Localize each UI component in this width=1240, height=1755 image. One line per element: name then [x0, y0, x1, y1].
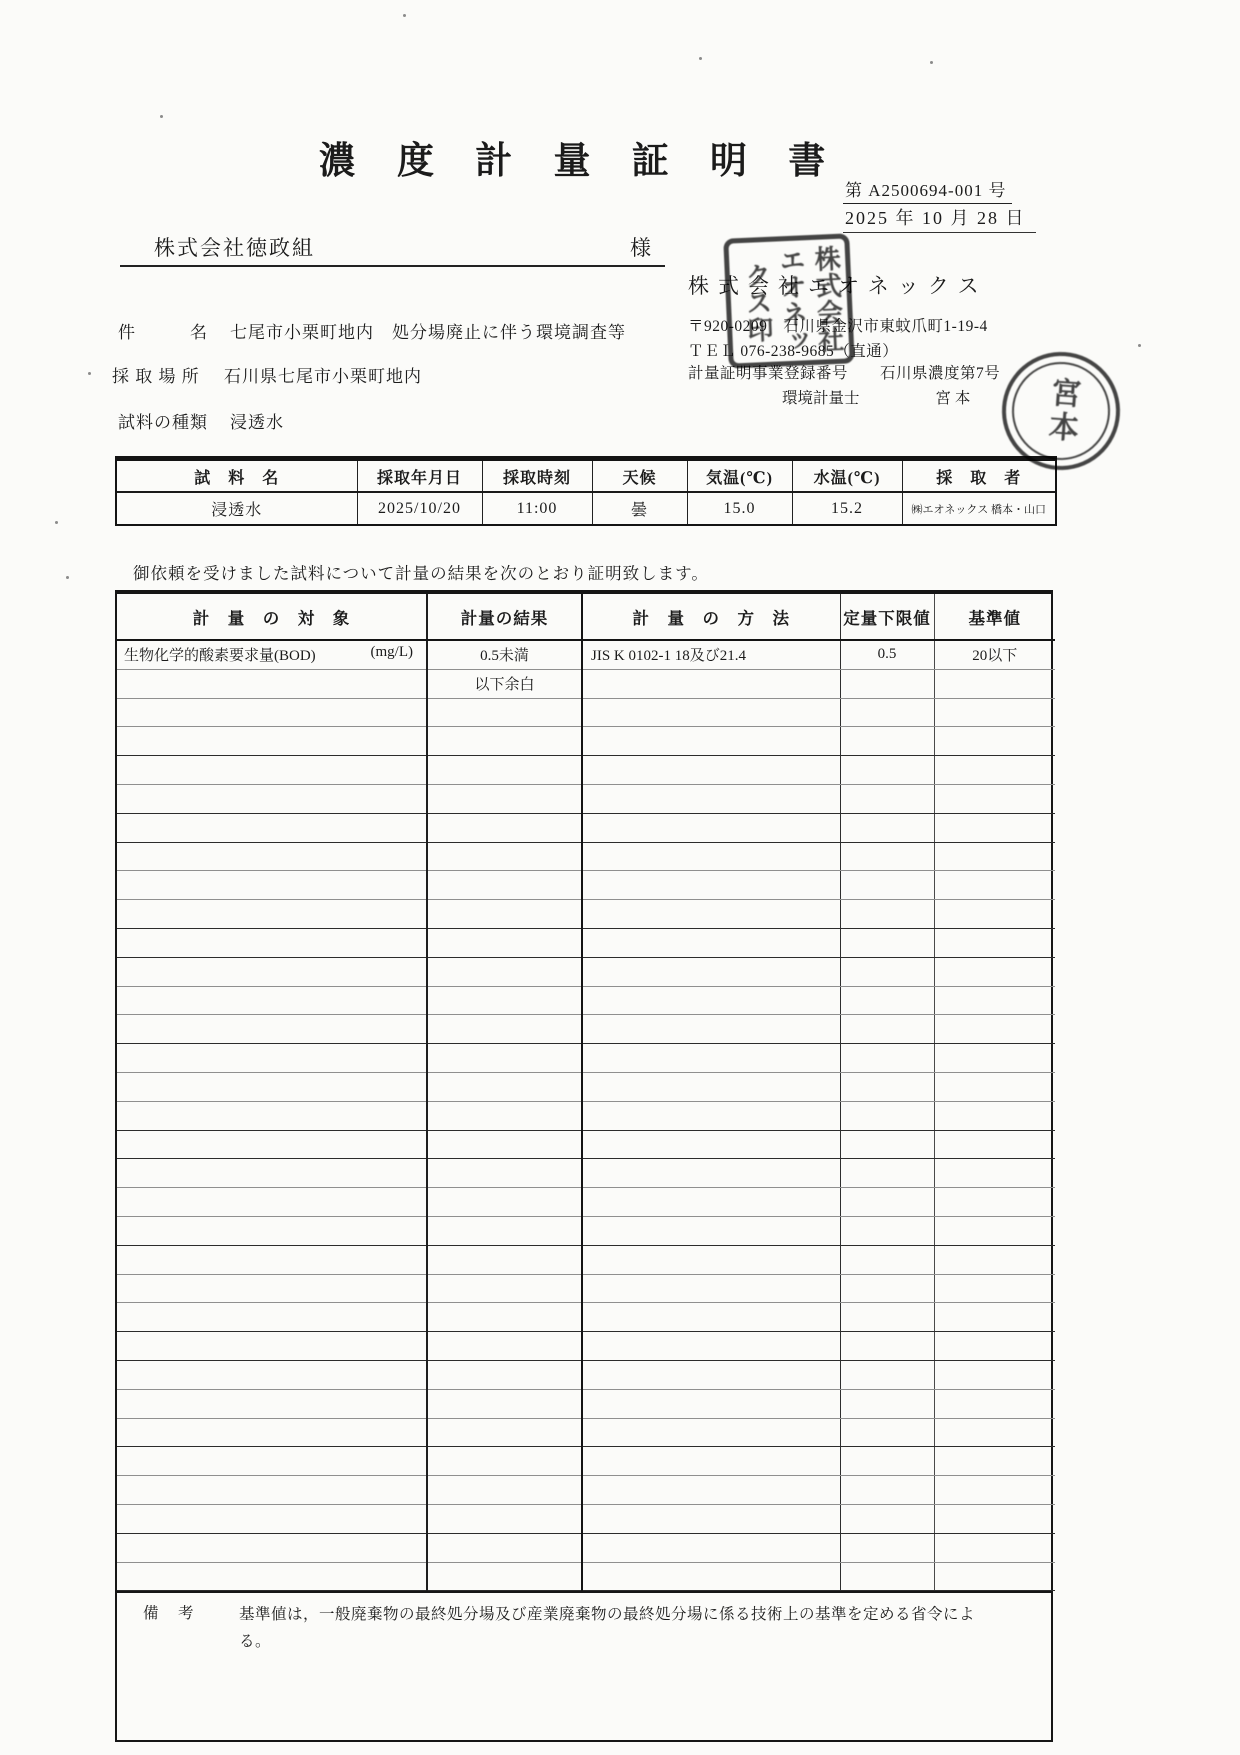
cell-method: [582, 1504, 840, 1533]
target-name: [118, 790, 124, 806]
cell-result: [427, 1274, 582, 1303]
result-row: [117, 1130, 1055, 1159]
cell-standard: [934, 1504, 1055, 1533]
cell-method: [582, 1332, 840, 1361]
result-table-frame: [115, 590, 1053, 1742]
cell-loq: [840, 957, 934, 986]
cell-result: [427, 1130, 582, 1159]
cell-result: [427, 1447, 582, 1476]
result-row: [117, 1274, 1055, 1303]
engineer-seal-text: 宮本: [1042, 375, 1081, 447]
result-row: [117, 1332, 1055, 1361]
target-name: [118, 1539, 124, 1555]
cell-result: [427, 1159, 582, 1188]
cell-target: [117, 957, 427, 986]
target-name: [118, 1165, 124, 1181]
cell-result: [427, 986, 582, 1015]
cell-result: [427, 1360, 582, 1389]
cell-target: [117, 900, 427, 929]
scan-noise-dot: [699, 57, 702, 60]
cell-target: [117, 1447, 427, 1476]
cell-result: [427, 1418, 582, 1447]
issuer-address: 〒920-0209 石川県金沢市東蚊爪町1-19-4: [688, 318, 988, 335]
target-name: [118, 963, 124, 979]
cell-standard: [934, 1044, 1055, 1073]
cell-result: [427, 727, 582, 756]
result-row: [117, 1476, 1055, 1505]
target-name: [118, 1107, 124, 1123]
cell-method: [582, 1476, 840, 1505]
cell-target: [117, 986, 427, 1015]
cell-target: [117, 1389, 427, 1418]
cell-standard: [934, 1072, 1055, 1101]
cell-target: [117, 1015, 427, 1044]
cell-method: [582, 1130, 840, 1159]
target-name: [118, 1309, 124, 1325]
subject-field: [118, 318, 626, 343]
target-name: [118, 704, 124, 720]
target-name: [118, 762, 124, 778]
cell-target: [117, 813, 427, 842]
cell-loq: [840, 1332, 934, 1361]
cell-standard: [934, 1245, 1055, 1274]
result-row: [117, 842, 1055, 871]
certification-statement: 御依頼を受けました試料について計量の結果を次のとおり証明致します。: [133, 564, 709, 583]
cell-result: 以下余白: [427, 669, 582, 698]
cell-standard: [934, 1274, 1055, 1303]
result-row: [117, 640, 1055, 669]
result-row: [117, 1360, 1055, 1389]
cell-loq: [840, 727, 934, 756]
cell-loq: [840, 986, 934, 1015]
sample-cell: 曇: [592, 492, 687, 524]
result-row: [117, 784, 1055, 813]
issuer-registration: 計量証明事業登録番号 石川県濃度第7号: [688, 365, 1001, 382]
sample-cell: 浸透水: [117, 492, 357, 524]
cell-standard: [934, 1015, 1055, 1044]
cell-target: [117, 727, 427, 756]
col-sample-name: 試 料 名: [117, 461, 357, 492]
result-row: [117, 1447, 1055, 1476]
cell-loq: [840, 1360, 934, 1389]
cell-loq: [840, 1562, 934, 1591]
cell-target: [117, 1159, 427, 1188]
cell-standard: [934, 1130, 1055, 1159]
target-name: [118, 1453, 124, 1469]
cell-standard: [934, 756, 1055, 785]
cell-method: [582, 756, 840, 785]
cell-result: [427, 1504, 582, 1533]
cell-result: 0.5未満: [427, 640, 582, 669]
cell-method: [582, 1101, 840, 1130]
result-row: [117, 986, 1055, 1015]
target-name: [118, 1568, 124, 1584]
result-row: [117, 900, 1055, 929]
result-row: [117, 871, 1055, 900]
cell-standard: [934, 1332, 1055, 1361]
cell-result: [427, 813, 582, 842]
sample-type-label: 試料の種類: [118, 413, 208, 432]
cell-method: [582, 1188, 840, 1217]
cell-method: [582, 1447, 840, 1476]
target-name: [118, 1338, 124, 1354]
cell-result: [427, 756, 582, 785]
cell-standard: [934, 1303, 1055, 1332]
engineer-label: 環境計量士: [782, 390, 860, 407]
sample-info-table: [115, 456, 1057, 526]
cell-target: [117, 1303, 427, 1332]
col-standard-value: 基準値: [934, 594, 1055, 640]
target-name: [118, 848, 124, 864]
cell-method: [582, 1418, 840, 1447]
cell-target: [117, 784, 427, 813]
cell-standard: [934, 813, 1055, 842]
cell-method: JIS K 0102-1 18及び21.4: [582, 640, 840, 669]
remarks-section: [117, 1591, 1051, 1655]
scan-noise-dot: [88, 372, 91, 375]
cell-method: [582, 1072, 840, 1101]
cell-method: [582, 698, 840, 727]
result-row: [117, 1389, 1055, 1418]
target-name: [118, 1194, 124, 1210]
result-table-body: [117, 640, 1055, 1591]
cell-method: [582, 1245, 840, 1274]
cell-standard: [934, 1476, 1055, 1505]
col-measure-target: 計 量 の 対 象: [117, 594, 427, 640]
cell-target: [117, 928, 427, 957]
cell-method: [582, 669, 840, 698]
result-row: [117, 1533, 1055, 1562]
cell-standard: [934, 842, 1055, 871]
cell-result: [427, 1562, 582, 1591]
cell-loq: [840, 1418, 934, 1447]
cell-target: [117, 1504, 427, 1533]
cell-standard: [934, 698, 1055, 727]
target-name: [118, 675, 124, 691]
target-name: [118, 733, 124, 749]
cell-loq: [840, 1101, 934, 1130]
col-measure-method: 計 量 の 方 法: [582, 594, 840, 640]
result-row: [117, 1044, 1055, 1073]
col-sampling-date: 採取年月日: [357, 461, 482, 492]
cell-result: [427, 1101, 582, 1130]
cell-standard: [934, 784, 1055, 813]
cell-loq: [840, 669, 934, 698]
cell-method: [582, 1159, 840, 1188]
cell-method: [582, 1303, 840, 1332]
cell-result: [427, 957, 582, 986]
sample-cell: 11:00: [482, 492, 592, 524]
sample-cell: 15.2: [792, 492, 902, 524]
document-title: 濃 度 計 量 証 明 書: [318, 141, 842, 182]
col-weather: 天候: [592, 461, 687, 492]
cell-standard: [934, 1562, 1055, 1591]
cell-target: [117, 1476, 427, 1505]
target-name: [118, 1280, 124, 1296]
cell-method: [582, 1044, 840, 1073]
target-name: [118, 906, 124, 922]
sample-type-field: [118, 408, 284, 433]
cell-loq: [840, 1504, 934, 1533]
cell-loq: [840, 1015, 934, 1044]
col-sampling-time: 採取時刻: [482, 461, 592, 492]
target-name: [118, 1136, 124, 1152]
scan-noise-dot: [403, 14, 406, 17]
sample-cell: 2025/10/20: [357, 492, 482, 524]
issuer-tel: ＴＥＬ 076-238-9685（直通）: [688, 343, 899, 360]
cell-target: [117, 1216, 427, 1245]
cell-result: [427, 1533, 582, 1562]
cell-result: [427, 784, 582, 813]
cell-target: [117, 756, 427, 785]
col-air-temp: 気温(℃): [687, 461, 792, 492]
result-row: [117, 1015, 1055, 1044]
cell-loq: [840, 1188, 934, 1217]
cell-result: [427, 842, 582, 871]
cell-target: [117, 669, 427, 698]
cell-method: [582, 1360, 840, 1389]
result-row: [117, 669, 1055, 698]
target-name: [118, 1482, 124, 1498]
result-row: [117, 756, 1055, 785]
cell-method: [582, 1389, 840, 1418]
cell-loq: [840, 1072, 934, 1101]
target-unit: (mg/L): [370, 644, 413, 661]
cell-standard: [934, 871, 1055, 900]
target-name: 生物化学的酸素要求量(BOD): [124, 648, 316, 665]
cell-result: [427, 1072, 582, 1101]
engineer-name: 宮本: [935, 390, 975, 407]
cell-loq: [840, 784, 934, 813]
scan-noise-dot: [930, 61, 933, 64]
cell-loq: [840, 756, 934, 785]
result-row: [117, 1216, 1055, 1245]
sample-row: [117, 492, 1055, 524]
cell-target: [117, 1044, 427, 1073]
cell-method: [582, 842, 840, 871]
scan-noise-dot: [55, 521, 58, 524]
sample-table-body: [117, 492, 1055, 524]
cell-standard: [934, 727, 1055, 756]
cell-method: [582, 1562, 840, 1591]
cell-method: [582, 986, 840, 1015]
cell-result: [427, 1188, 582, 1217]
target-name: [118, 1366, 124, 1382]
cell-standard: [934, 669, 1055, 698]
cell-target: [117, 1245, 427, 1274]
cell-standard: [934, 1216, 1055, 1245]
result-row: [117, 957, 1055, 986]
document-number: 第 A2500694-001 号: [843, 176, 1012, 204]
cell-loq: [840, 698, 934, 727]
sample-cell: ㈱エオネックス 橋本・山口: [911, 503, 1047, 516]
cell-method: [582, 1533, 840, 1562]
target-name: [118, 819, 124, 835]
issuer-engineer-line: [782, 386, 974, 408]
target-name: [118, 1021, 124, 1037]
company-seal-stamp: 株式会社エオネックス印: [723, 233, 855, 368]
cell-standard: [934, 1418, 1055, 1447]
target-name: [118, 1222, 124, 1238]
cell-method: [582, 813, 840, 842]
cell-loq: [840, 928, 934, 957]
cell-loq: [840, 1274, 934, 1303]
subject-value: 七尾市小栗町地内 処分場廃止に伴う環境調査等: [230, 323, 626, 342]
result-row: [117, 1072, 1055, 1101]
result-row: [117, 727, 1055, 756]
target-name: [118, 1395, 124, 1411]
subject-label: 件 名: [118, 323, 208, 342]
cell-standard: [934, 1389, 1055, 1418]
addressee-honorific: 様: [630, 236, 651, 260]
result-row: [117, 1245, 1055, 1274]
col-sampler: 採 取 者: [902, 461, 1055, 492]
cell-target: [117, 1562, 427, 1591]
result-row: [117, 1562, 1055, 1591]
col-water-temp: 水温(℃): [792, 461, 902, 492]
cell-loq: [840, 1303, 934, 1332]
cell-method: [582, 957, 840, 986]
cell-loq: [840, 1044, 934, 1073]
scan-noise-dot: [1138, 344, 1141, 347]
target-name: [118, 877, 124, 893]
result-row: [117, 1418, 1055, 1447]
cell-loq: [840, 1476, 934, 1505]
cell-standard: [934, 957, 1055, 986]
cell-loq: [840, 842, 934, 871]
cell-result: [427, 1015, 582, 1044]
cell-target: [117, 1101, 427, 1130]
cell-result: [427, 928, 582, 957]
cell-target: [117, 1360, 427, 1389]
cell-target: [117, 1274, 427, 1303]
cell-loq: 0.5: [840, 640, 934, 669]
cell-loq: [840, 1245, 934, 1274]
location-field: [112, 362, 422, 387]
cell-result: [427, 1476, 582, 1505]
cell-result: [427, 1044, 582, 1073]
location-value: 石川県七尾市小栗町地内: [224, 367, 422, 386]
issuer-company: 株式会社エオネックス: [688, 274, 988, 298]
addressee-name: 株式会社徳政組: [154, 236, 315, 260]
result-row: [117, 813, 1055, 842]
scan-noise-dot: [66, 576, 69, 579]
cell-standard: [934, 1533, 1055, 1562]
cell-target: [117, 871, 427, 900]
cell-loq: [840, 1216, 934, 1245]
cell-result: [427, 1245, 582, 1274]
col-quantitation-limit: 定量下限値: [840, 594, 934, 640]
cell-target: [117, 1418, 427, 1447]
remarks-label: 備 考: [143, 1605, 196, 1623]
sample-header-row: [117, 461, 1055, 492]
cell-loq: [840, 1130, 934, 1159]
cell-standard: [934, 1101, 1055, 1130]
cell-loq: [840, 1447, 934, 1476]
target-name: [118, 992, 124, 1008]
result-row: [117, 698, 1055, 727]
cell-standard: [934, 1360, 1055, 1389]
cell-loq: [840, 900, 934, 929]
target-name: [118, 1251, 124, 1267]
cell-result: [427, 1389, 582, 1418]
cell-target: [117, 842, 427, 871]
cell-method: [582, 900, 840, 929]
cell-result: [427, 1303, 582, 1332]
cell-target: [117, 1072, 427, 1101]
result-row: [117, 1101, 1055, 1130]
cell-loq: [840, 813, 934, 842]
cell-standard: [934, 1188, 1055, 1217]
target-name: [118, 934, 124, 950]
cell-method: [582, 1274, 840, 1303]
cell-standard: [934, 928, 1055, 957]
col-measure-result: 計量の結果: [427, 594, 582, 640]
result-header-row: [117, 594, 1055, 640]
cell-method: [582, 727, 840, 756]
cell-method: [582, 1015, 840, 1044]
cell-method: [582, 871, 840, 900]
cell-loq: [840, 1389, 934, 1418]
issue-date: 2025 年 10 月 28 日: [843, 204, 1036, 233]
cell-result: [427, 1216, 582, 1245]
cell-target: [117, 698, 427, 727]
result-row: [117, 1188, 1055, 1217]
cell-loq: [840, 871, 934, 900]
result-row: [117, 1159, 1055, 1188]
cell-standard: 20以下: [934, 640, 1055, 669]
sample-type-value: 浸透水: [230, 413, 284, 432]
remarks-text: 基準値は，一般廃棄物の最終処分場及び産業廃棄物の最終処分場に係る技術上の基準を定める省令による。: [239, 1606, 976, 1651]
cell-standard: [934, 900, 1055, 929]
addressee-line: [120, 232, 665, 267]
scan-noise-dot: [160, 115, 163, 118]
cell-method: [582, 784, 840, 813]
cell-loq: [840, 1533, 934, 1562]
cell-loq: [840, 1159, 934, 1188]
cell-result: [427, 871, 582, 900]
target-name: [118, 1050, 124, 1066]
engineer-seal-ring: [1009, 359, 1114, 464]
cell-standard: [934, 986, 1055, 1015]
cell-target: [117, 640, 427, 669]
target-name: [118, 1424, 124, 1440]
cell-target: [117, 1130, 427, 1159]
cell-target: [117, 1188, 427, 1217]
sample-cell: 15.0: [687, 492, 792, 524]
result-row: [117, 1303, 1055, 1332]
location-label: 採 取 場 所: [112, 367, 200, 386]
cell-method: [582, 1216, 840, 1245]
cell-target: [117, 1533, 427, 1562]
cell-result: [427, 698, 582, 727]
cell-result: [427, 1332, 582, 1361]
cell-target: [117, 1332, 427, 1361]
cell-standard: [934, 1447, 1055, 1476]
result-row: [117, 928, 1055, 957]
cell-standard: [934, 1159, 1055, 1188]
cell-result: [427, 900, 582, 929]
result-row: [117, 1504, 1055, 1533]
cell-method: [582, 928, 840, 957]
target-name: [118, 1078, 124, 1094]
target-name: [118, 1510, 124, 1526]
